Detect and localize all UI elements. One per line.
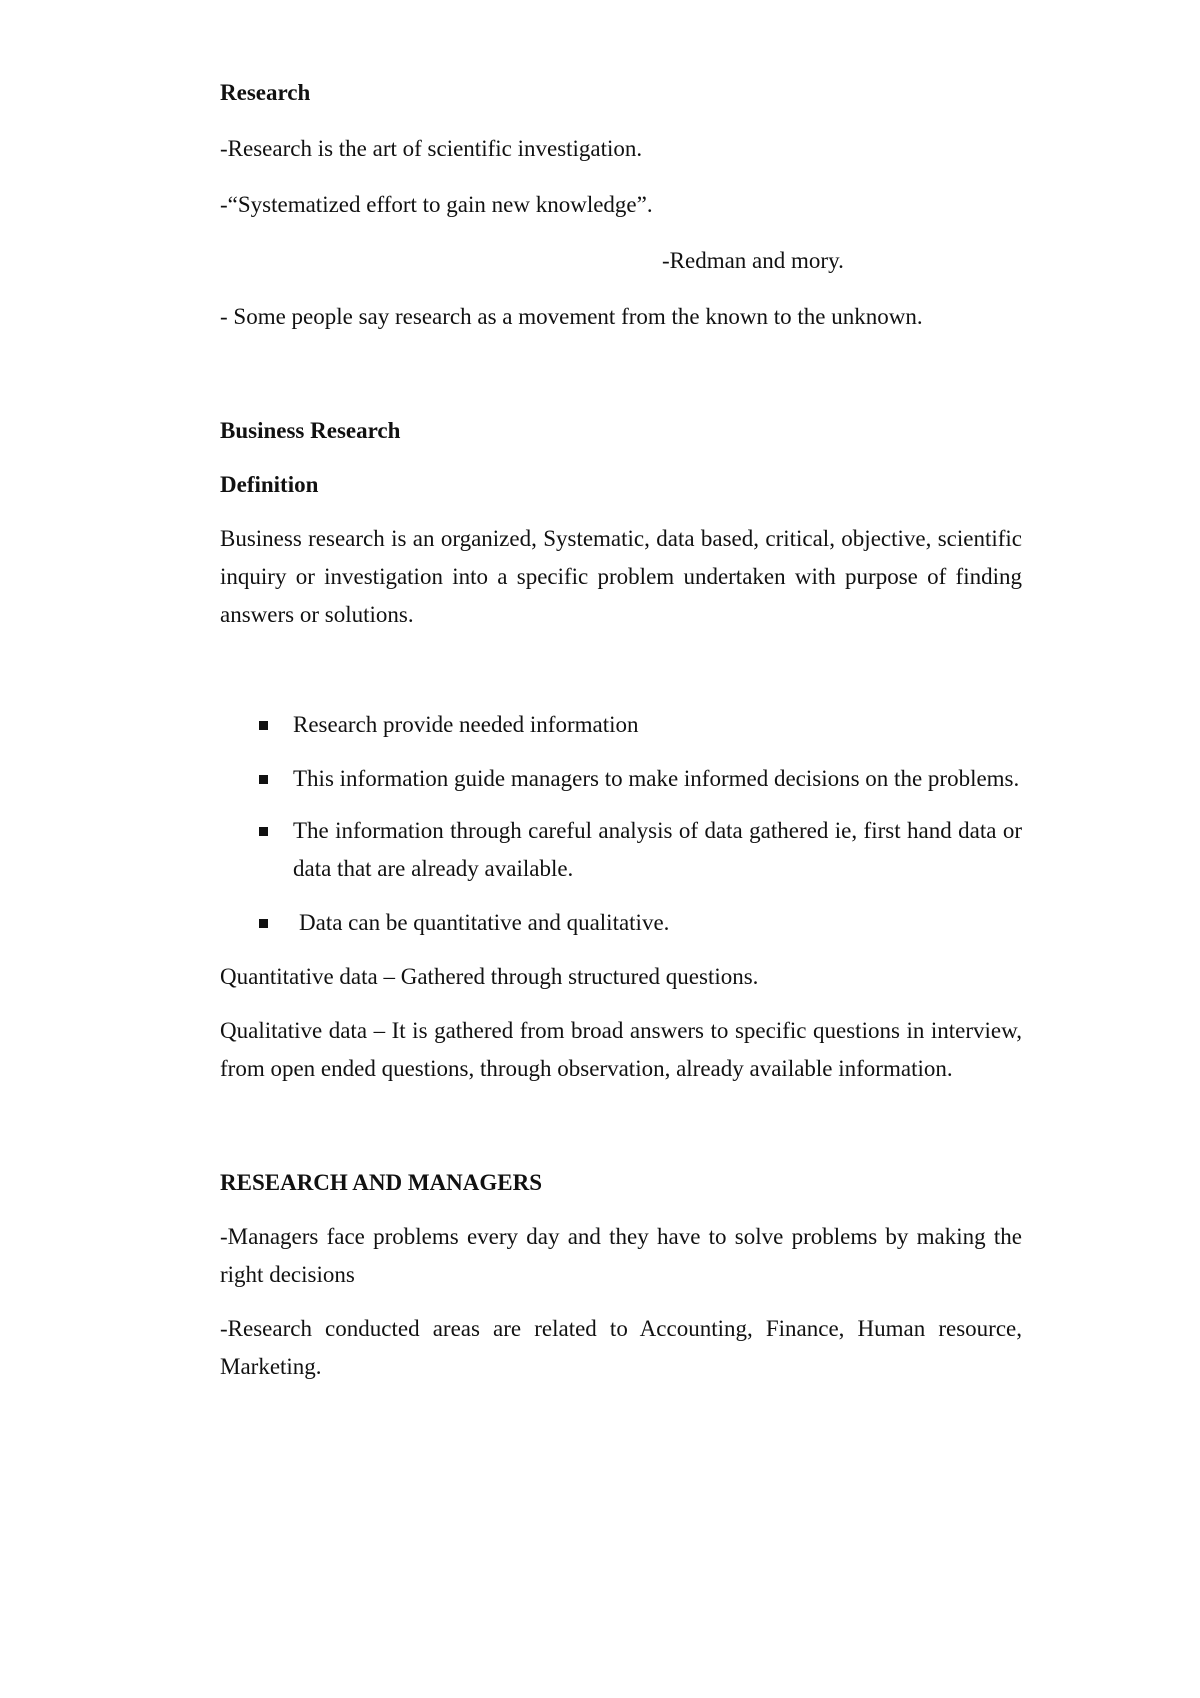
square-bullet-icon [259, 721, 268, 730]
research-managers-heading: RESEARCH AND MANAGERS [220, 1170, 543, 1195]
qualitative-data-text: Qualitative data – It is gathered from broad answers to specific questions in interview, from open ended questions, through observation, already available information. [220, 1018, 1022, 1081]
list-item-text: Data can be quantitative and qualitative. [299, 910, 670, 935]
research-line-3: - Some people say research as a movement from the known to the unknown. [220, 304, 923, 329]
business-research-heading: Business Research [220, 418, 401, 443]
definition-text: Business research is an organized, Systematic, data based, critical, objective, scientific inquiry or investigation into a specific problem undertaken with purpose of finding answers or solutions. [220, 526, 1022, 627]
section-spacer [220, 1088, 1022, 1164]
list-item [220, 812, 1022, 888]
square-bullet-icon [259, 775, 268, 784]
definition-heading: Definition [220, 472, 319, 497]
managers-line-1: -Managers face problems every day and they have to solve problems by making the right decisions [220, 1224, 1022, 1287]
research-attribution: -Redman and mory. [662, 248, 844, 273]
list-item-text: This information guide managers to make informed decisions on the problems. [293, 766, 1020, 791]
list-item [220, 760, 1022, 798]
bullet-list [220, 706, 1022, 942]
list-item [220, 904, 1022, 942]
square-bullet-icon [259, 919, 268, 928]
research-line-1: -Research is the art of scientific investigation. [220, 136, 643, 161]
document-body [220, 74, 1022, 1386]
list-item [220, 706, 1022, 744]
list-item-text: The information through careful analysis of data gathered ie, first hand data or data that are already available. [293, 818, 1022, 881]
research-line-2: -“Systematized effort to gain new knowledge”. [220, 192, 653, 217]
square-bullet-icon [259, 827, 268, 836]
section-spacer [220, 634, 1022, 706]
research-heading: Research [220, 80, 311, 105]
list-item-text: Research provide needed information [293, 712, 639, 737]
managers-line-2: -Research conducted areas are related to Accounting, Finance, Human resource, Marketing. [220, 1316, 1022, 1379]
section-spacer [220, 336, 1022, 412]
quantitative-data-text: Quantitative data – Gathered through structured questions. [220, 964, 759, 989]
